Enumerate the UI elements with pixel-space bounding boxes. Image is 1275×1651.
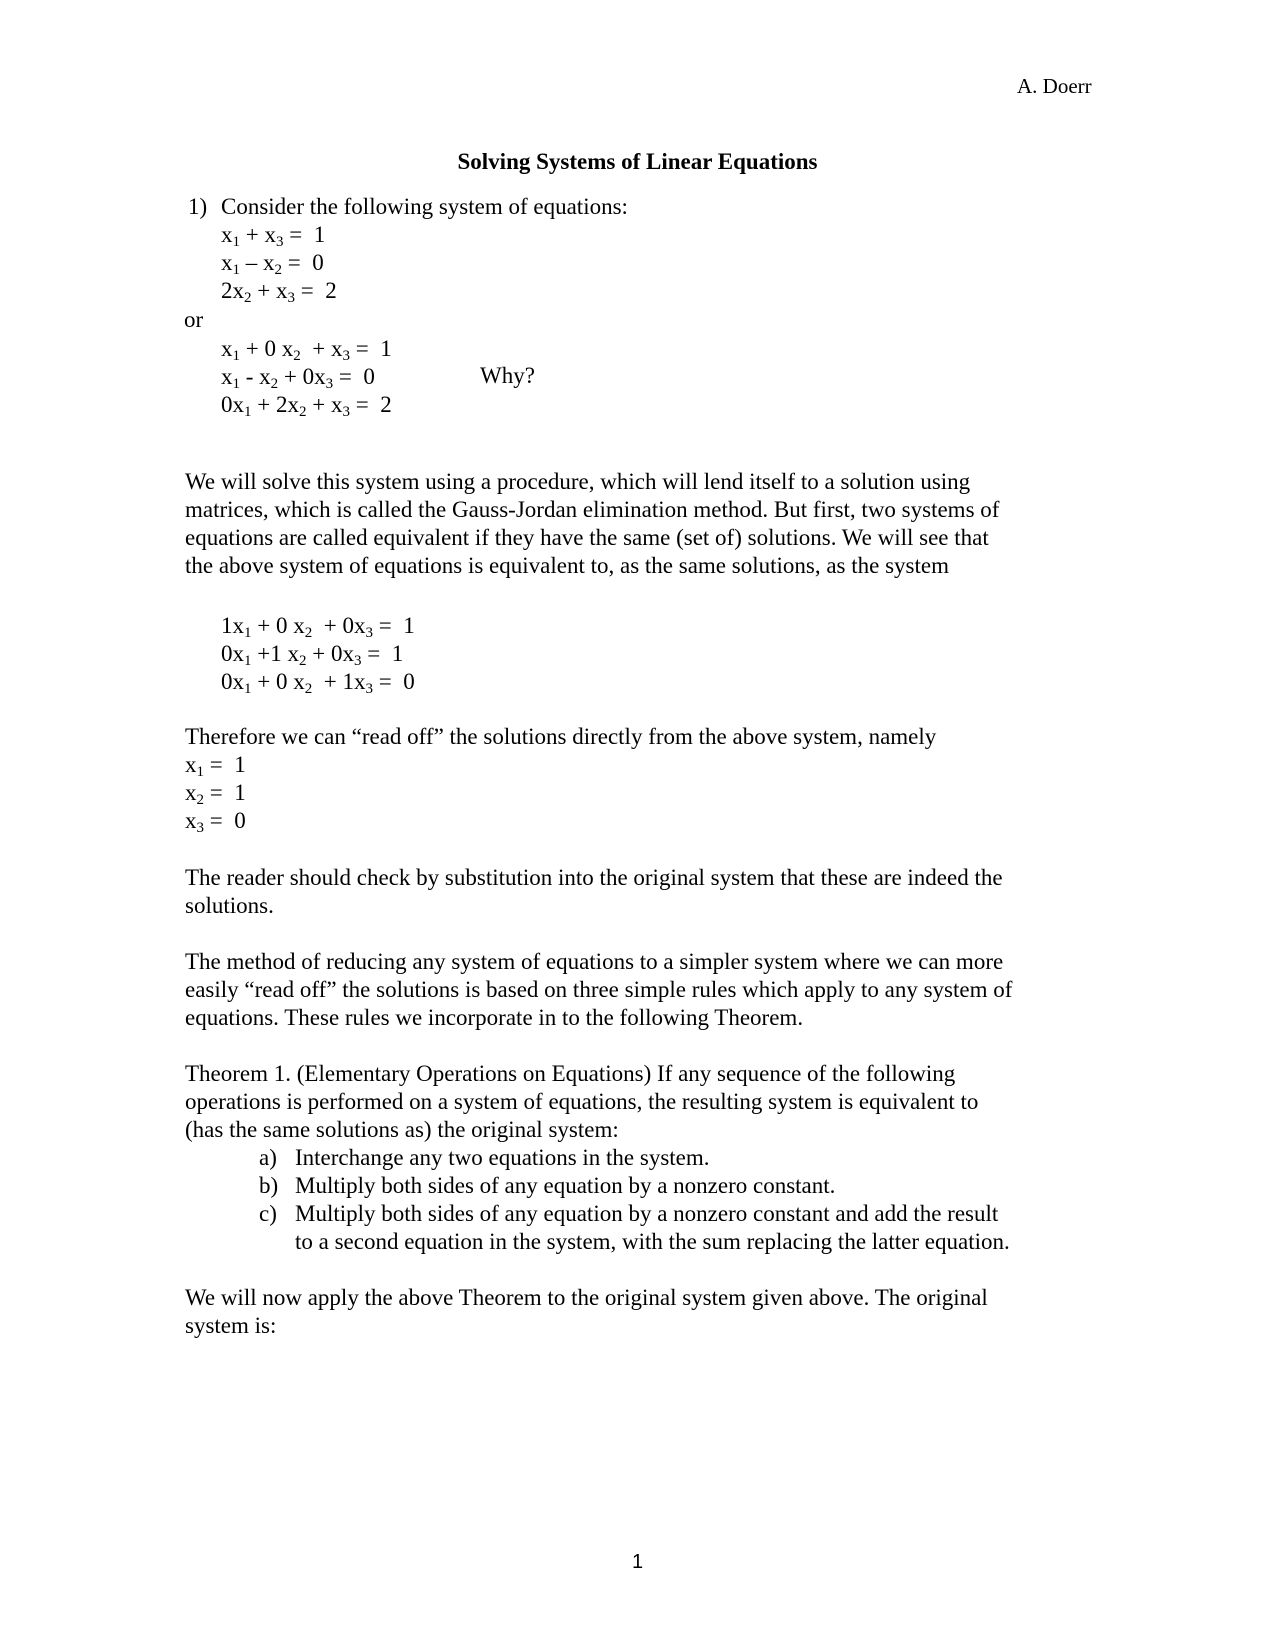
author-name: A. Doerr [1017, 74, 1092, 98]
why-question: Why? [480, 363, 535, 388]
list-marker: c) [259, 1201, 277, 1226]
equation-line: $0x_1 +1$ $x_2 + 0x_3 = 1$ [221, 641, 404, 669]
item-number: 1) [188, 194, 208, 219]
text-line: matrices, which is called the Gauss-Jordan elimination method. But first, two systems of [185, 497, 1000, 522]
page-number: 1 [631, 1551, 644, 1573]
equation-line: $x_3 = 0$ [185, 808, 246, 836]
text-line: We will solve this system using a procedure, which will lend itself to a solution using [185, 469, 971, 494]
list-item-text: Multiply both sides of any equation by a nonzero constant. [295, 1173, 836, 1198]
equation-line: $x_1 + x_3 = 1$ [221, 222, 326, 250]
list-item-text: to a second equation in the system, with the sum replacing the latter equation. [295, 1229, 1010, 1254]
text-line: solutions. [185, 893, 274, 918]
text-line: The method of reducing any system of equations to a simpler system where we can more [185, 949, 1004, 974]
equation-line: $2x_2 + x_3 = 2$ [221, 278, 337, 306]
text-line: operations is performed on a system of equations, the resulting system is equivalent to [185, 1089, 979, 1114]
paragraph-read-off: Therefore we can “read off” the solutions directly from the above system, namely [185, 724, 937, 749]
equation-line: $0x_1 + 0$ $x_2 + 1x_3 = 0$ [221, 669, 415, 697]
text-line: system is: [185, 1313, 277, 1338]
page-title: Solving Systems of Linear Equations [457, 149, 818, 174]
equation-line: $x_1 - x_2 = 0$ [221, 250, 324, 278]
equation-line: $1x_1 + 0$ $x_2 + 0x_3 = 1$ [221, 613, 415, 641]
section-intro: Consider the following system of equations: [221, 194, 628, 219]
list-item-text: Multiply both sides of any equation by a nonzero constant and add the result [295, 1201, 999, 1226]
equation-line: $x_2 = 1$ [185, 780, 246, 808]
list-item-text: Interchange any two equations in the system. [295, 1145, 710, 1170]
text-line: equations are called equivalent if they have the same (set of) solutions. We will see that [185, 525, 989, 550]
list-marker: b) [259, 1173, 279, 1198]
text-line: the above system of equations is equivalent to, as the same solutions, as the system [185, 553, 949, 578]
equation-line: $0x_1 + 2x_2 + x_3 = 2$ [221, 392, 392, 420]
list-marker: a) [259, 1145, 277, 1170]
text-line: The reader should check by substitution into the original system that these are indeed the [185, 865, 1003, 890]
text-line: equations. These rules we incorporate in to the following Theorem. [185, 1005, 804, 1030]
text-line: Theorem 1. (Elementary Operations on Equations) If any sequence of the following [185, 1061, 956, 1086]
text-line: We will now apply the above Theorem to the original system given above. The original [185, 1285, 988, 1310]
text-line: easily “read off” the solutions is based on three simple rules which apply to any system of [185, 977, 1013, 1002]
or-connector: or [184, 307, 204, 332]
equation-line: $x_1 - x_2 + 0x_3 = 0$ [221, 364, 375, 392]
equation-line: $x_1 = 1$ [185, 752, 246, 780]
text-line: (has the same solutions as) the original system: [185, 1117, 619, 1142]
equation-line: $x_1 + 0$ $x_2 + x_3 = 1$ [221, 336, 392, 364]
